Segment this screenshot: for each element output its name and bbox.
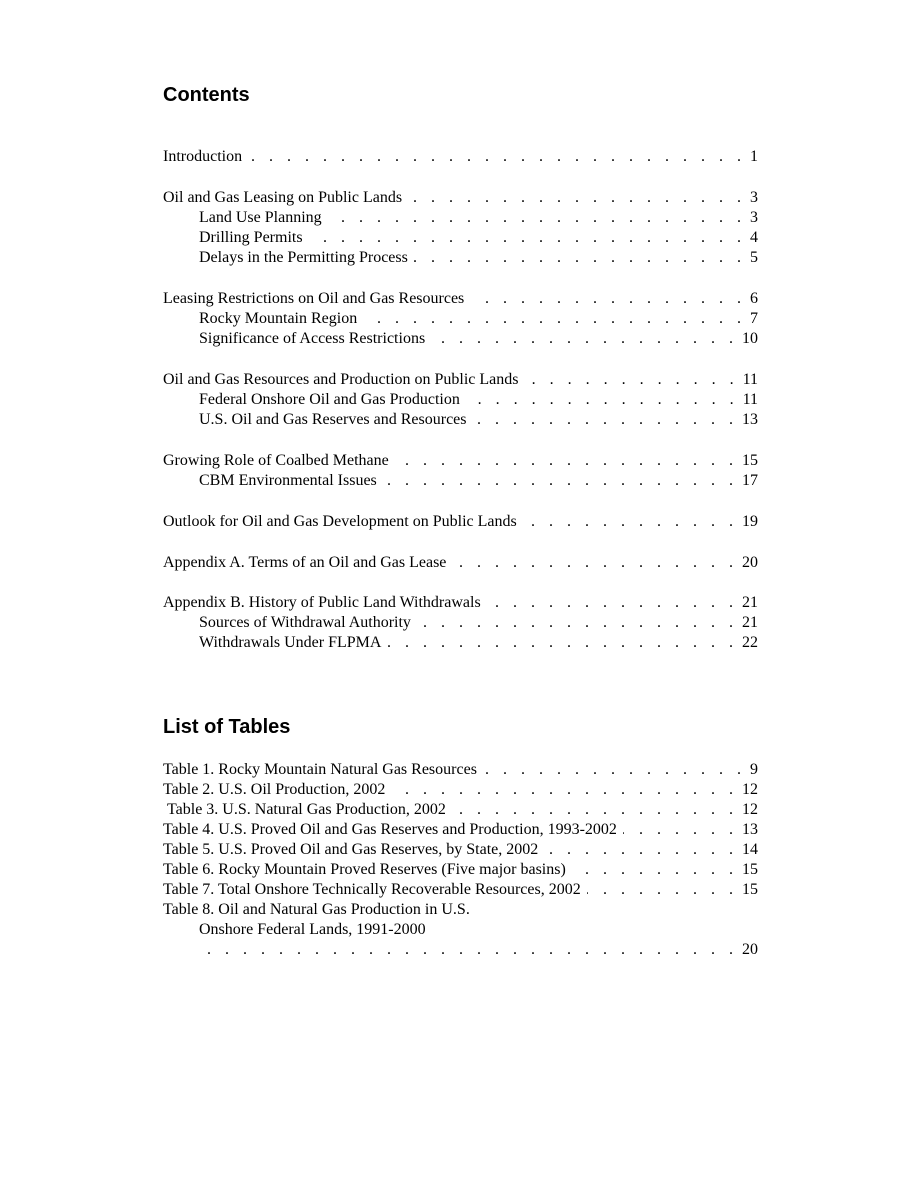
table-entry-title: Table 3. U.S. Natural Gas Production, 2002 <box>167 801 446 818</box>
toc-entry-page: 15 <box>742 452 758 469</box>
table-entry-title: Table 4. U.S. Proved Oil and Gas Reserves and Production, 1993-2002 <box>163 821 617 838</box>
table-entry-title: Table 7. Total Onshore Technically Recoverable Resources, 2002 <box>163 881 581 898</box>
toc-entry-appendix-a[interactable] <box>163 553 758 573</box>
dot-leader <box>248 147 746 167</box>
table-entry-title: Table 5. U.S. Proved Oil and Gas Reserves, by State, 2002 <box>163 841 539 858</box>
toc-subentry-access-restrictions[interactable] <box>199 329 758 349</box>
toc-entry-page: 21 <box>742 614 758 631</box>
toc-entry-appendix-b[interactable] <box>163 593 758 613</box>
table-entry-7[interactable] <box>163 880 758 900</box>
toc-subentry-rocky-mountain-region[interactable] <box>199 309 758 329</box>
toc-entry-page: 11 <box>742 391 758 408</box>
table-entry-8[interactable] <box>163 900 758 920</box>
toc-subentry-us-reserves[interactable] <box>199 410 758 430</box>
table-entry-page: 12 <box>742 781 758 798</box>
dot-leader <box>414 248 746 268</box>
toc-entry-introduction[interactable] <box>163 147 758 167</box>
table-entry-title: Table 8. Oil and Natural Gas Production in U.S. <box>163 901 470 918</box>
dot-leader <box>328 208 746 228</box>
table-entry-page: 14 <box>742 841 758 858</box>
table-entry-page: 12 <box>742 801 758 818</box>
list-of-tables-heading: List of Tables <box>163 716 291 738</box>
toc-entry-page: 21 <box>742 594 758 611</box>
table-entry-title: Table 2. U.S. Oil Production, 2002 <box>163 781 386 798</box>
toc-entry-resources-production[interactable] <box>163 370 758 390</box>
toc-entry-page: 17 <box>742 472 758 489</box>
toc-entry-title: Withdrawals Under FLPMA <box>199 634 382 651</box>
dot-leader <box>525 370 739 390</box>
contents-heading: Contents <box>163 84 250 106</box>
toc-entry-page: 6 <box>750 290 758 307</box>
toc-entry-title: Outlook for Oil and Gas Development on Public Lands <box>163 513 517 530</box>
table-entry-continuation: Onshore Federal Lands, 1991-2000 <box>199 921 426 938</box>
toc-subentry-land-use-planning[interactable] <box>199 208 758 228</box>
toc-entry-title: Leasing Restrictions on Oil and Gas Resources <box>163 290 465 307</box>
dot-leader <box>383 471 738 491</box>
table-entry-3[interactable] <box>167 800 758 820</box>
toc-entry-title: Rocky Mountain Region <box>199 310 358 327</box>
toc-entry-title: Federal Onshore Oil and Gas Production <box>199 391 460 408</box>
dot-leader <box>431 329 738 349</box>
table-entry-page: 13 <box>742 821 758 838</box>
dot-leader <box>387 633 738 653</box>
table-entry-page: 15 <box>742 861 758 878</box>
toc-entry-title: Appendix A. Terms of an Oil and Gas Lease <box>163 554 447 571</box>
toc-entry-title: Oil and Gas Leasing on Public Lands <box>163 189 403 206</box>
toc-entry-page: 5 <box>750 249 758 266</box>
table-entry-8-continuation <box>199 920 758 940</box>
toc-entry-title: Sources of Withdrawal Authority <box>199 614 411 631</box>
toc-subentry-drilling-permits[interactable] <box>199 228 758 248</box>
toc-entry-page: 3 <box>750 209 758 226</box>
table-entry-2[interactable] <box>163 780 758 800</box>
toc-subentry-federal-onshore-production[interactable] <box>199 390 758 410</box>
toc-entry-title: Delays in the Permitting Process <box>199 249 408 266</box>
dot-leader <box>587 880 738 900</box>
table-entry-8-leader-line[interactable] <box>207 940 758 960</box>
toc-entry-leasing-restrictions[interactable] <box>163 289 758 309</box>
dot-leader <box>395 451 738 471</box>
dot-leader <box>452 800 738 820</box>
toc-entry-title: Drilling Permits <box>199 229 303 246</box>
toc-entry-title: Appendix B. History of Public Land Withdrawals <box>163 594 481 611</box>
dot-leader <box>473 410 739 430</box>
toc-entry-title: U.S. Oil and Gas Reserves and Resources <box>199 411 467 428</box>
dot-leader <box>408 188 746 208</box>
toc-entry-page: 3 <box>750 189 758 206</box>
toc-entry-outlook[interactable] <box>163 512 758 532</box>
dot-leader <box>452 553 738 573</box>
table-entry-page: 20 <box>742 941 758 958</box>
dot-leader <box>544 840 738 860</box>
toc-entry-oil-gas-leasing[interactable] <box>163 188 758 208</box>
toc-entry-title: Land Use Planning <box>199 209 322 226</box>
toc-entry-page: 20 <box>742 554 758 571</box>
dot-leader <box>417 613 738 633</box>
toc-entry-page: 1 <box>750 148 758 165</box>
toc-entry-title: Introduction <box>163 148 243 165</box>
dot-leader <box>572 860 738 880</box>
table-entry-6[interactable] <box>163 860 758 880</box>
dot-leader <box>309 228 746 248</box>
dot-leader <box>470 289 746 309</box>
toc-entry-page: 10 <box>742 330 758 347</box>
dot-leader <box>623 820 738 840</box>
toc-subentry-withdrawals-flpma[interactable] <box>199 633 758 653</box>
toc-subentry-withdrawal-authority[interactable] <box>199 613 758 633</box>
toc-entry-title: Oil and Gas Resources and Production on Public Lands <box>163 371 519 388</box>
toc-entry-page: 7 <box>750 310 758 327</box>
dot-leader <box>466 390 739 410</box>
toc-entry-page: 19 <box>742 513 758 530</box>
table-entry-title: Table 1. Rocky Mountain Natural Gas Resources <box>163 761 477 778</box>
toc-entry-page: 22 <box>742 634 758 651</box>
dot-leader <box>523 512 738 532</box>
dot-leader <box>207 940 738 960</box>
toc-entry-coalbed-methane[interactable] <box>163 451 758 471</box>
table-entry-page: 15 <box>742 881 758 898</box>
toc-entry-page: 11 <box>742 371 758 388</box>
table-entry-5[interactable] <box>163 840 758 860</box>
table-entry-4[interactable] <box>163 820 758 840</box>
toc-entry-page: 4 <box>750 229 758 246</box>
toc-entry-title: CBM Environmental Issues <box>199 472 377 489</box>
dot-leader <box>363 309 746 329</box>
dot-leader <box>391 780 738 800</box>
toc-entry-title: Significance of Access Restrictions <box>199 330 426 347</box>
toc-subentry-permitting-delays[interactable] <box>199 248 758 268</box>
dot-leader <box>483 760 746 780</box>
table-entry-title: Table 6. Rocky Mountain Proved Reserves (Five major basins) <box>163 861 566 878</box>
toc-subentry-cbm-environmental[interactable] <box>199 471 758 491</box>
dot-leader <box>487 593 738 613</box>
table-entry-1[interactable] <box>163 760 758 780</box>
toc-entry-page: 13 <box>742 411 758 428</box>
table-entry-page: 9 <box>750 761 758 778</box>
toc-entry-title: Growing Role of Coalbed Methane <box>163 452 389 469</box>
